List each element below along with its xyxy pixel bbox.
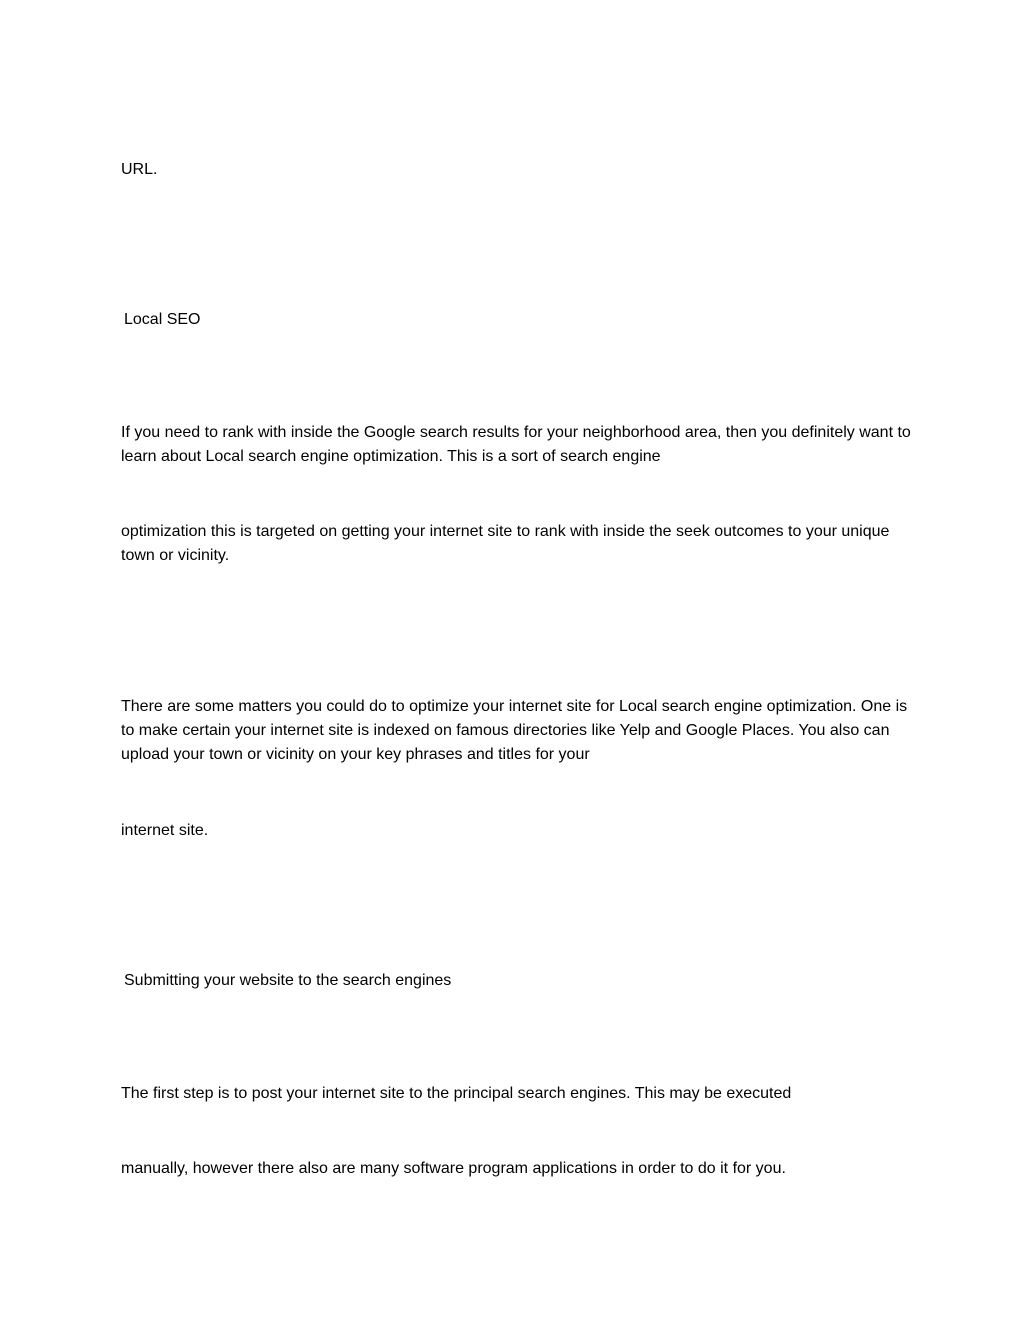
submitting-heading: Submitting your website to the search engines (124, 972, 452, 989)
submitting-paragraph-1: The first step is to post your internet site to the principal search engines. This may be executed (121, 1085, 792, 1102)
local-seo-paragraph-3: There are some matters you could do to optimize your internet site for Local search engine optimization. One is to make certain your internet site is indexed on famous directories like Yelp and Google Places. You also can upload your town or vicinity on your key phrases and titles for your (121, 698, 912, 763)
local-seo-paragraph-2: optimization this is targeted on getting your internet site to rank with inside the seek outcomes to your unique town or vicinity. (121, 523, 894, 564)
local-seo-paragraph-1: If you need to rank with inside the Google search results for your neighborhood area, then you definitely want to learn about Local search engine optimization. This is a sort of search engine (121, 424, 916, 465)
url-fragment-text: URL. (121, 161, 158, 178)
submitting-paragraph-2: manually, however there also are many software program applications in order to do it for you. (121, 1160, 786, 1177)
local-seo-paragraph-4: internet site. (121, 822, 209, 839)
local-seo-heading: Local SEO (124, 311, 201, 328)
